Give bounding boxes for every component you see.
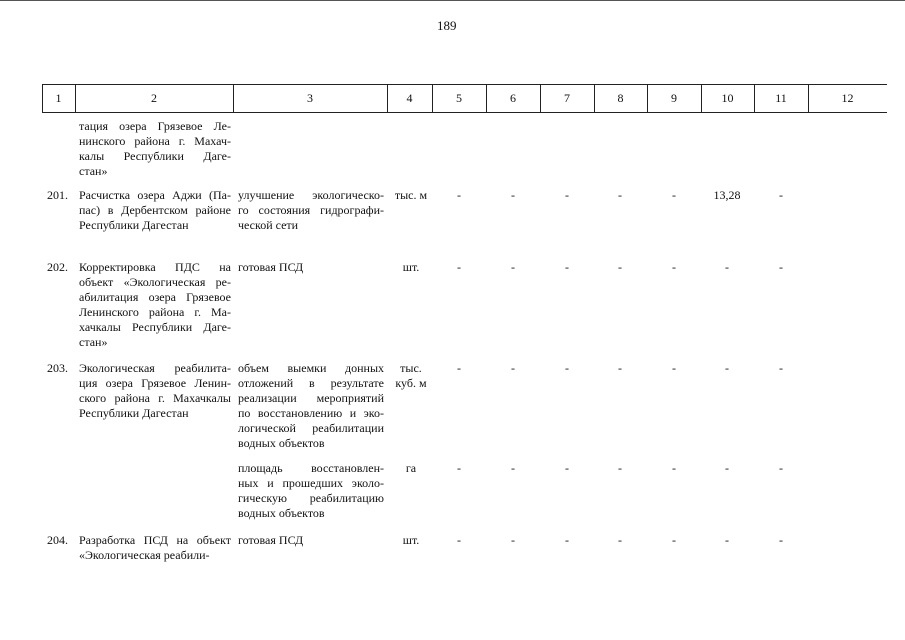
value-cell-col-7: -: [565, 533, 569, 547]
event-name-line: абилитация озера Грязевое: [79, 290, 231, 304]
value-cell-col-8: -: [618, 188, 622, 202]
indicator-text-line: го состояния гидрографи-: [238, 203, 384, 217]
event-name-line: хачкалы Республики Даге-: [79, 320, 231, 334]
page-number: 189: [437, 18, 457, 33]
header-cell-11: 11: [775, 91, 787, 105]
value-cell-col-7: -: [565, 260, 569, 274]
header-cell-12: 12: [841, 91, 854, 105]
value-cell-col-6: -: [511, 260, 515, 274]
row-number: 202.: [47, 260, 68, 274]
value-cell-col-6: -: [511, 533, 515, 547]
event-name-line: Разработка ПСД на объект: [79, 533, 231, 547]
unit-cell: шт.: [402, 260, 420, 274]
event-name-line: тация озера Грязевое Ле-: [79, 119, 231, 133]
event-name-line: Республики Дагестан: [79, 406, 189, 420]
value-cell-col-7: -: [565, 361, 569, 375]
unit-cell: тыс.: [400, 361, 422, 375]
header-cell-1: 1: [55, 91, 62, 105]
event-name-line: Республики Дагестан: [79, 218, 189, 232]
event-name-line: объект «Экологическая ре-: [79, 275, 231, 289]
value-cell-col-9: -: [672, 260, 676, 274]
indicator-text-line: гическую реабилитацию: [238, 491, 384, 505]
value-cell-col-6: -: [511, 361, 515, 375]
header-cell-4: 4: [406, 91, 413, 105]
event-name-line: калы Республики Даге-: [79, 149, 231, 163]
indicator-text-line: по восстановлению и эко-: [238, 406, 384, 420]
value-cell-col-9: -: [672, 361, 676, 375]
value-cell-col-8: -: [618, 461, 622, 475]
value-cell-col-9: -: [672, 188, 676, 202]
value-cell-col-9: -: [672, 533, 676, 547]
value-cell-col-10: -: [725, 361, 729, 375]
header-top-border: [42, 84, 887, 85]
indicator-text-line: водных объектов: [238, 506, 325, 520]
unit-cell: тыс. м: [394, 188, 428, 202]
value-cell-col-5: -: [457, 260, 461, 274]
header-cell-3: 3: [307, 91, 313, 105]
row-number: 203.: [47, 361, 68, 375]
value-cell-col-10: -: [725, 260, 729, 274]
value-cell-col-8: -: [618, 361, 622, 375]
value-cell-col-8: -: [618, 260, 622, 274]
header-cell-6: 6: [510, 91, 516, 105]
value-cell-col-5: -: [457, 533, 461, 547]
header-cell-9: 9: [671, 91, 677, 105]
indicator-text-line: готовая ПСД: [238, 260, 304, 274]
indicator-text-line: отложений в результате: [238, 376, 384, 390]
value-cell-col-8: -: [618, 533, 622, 547]
unit-cell: га: [405, 461, 417, 475]
value-cell-col-7: -: [565, 188, 569, 202]
row-number: 201.: [47, 188, 68, 202]
value-cell-col-11: -: [779, 361, 783, 375]
value-cell-col-11: -: [779, 260, 783, 274]
indicator-text-line: площадь восстановлен-: [238, 461, 384, 475]
value-cell-col-10: -: [725, 461, 729, 475]
event-name-line: стан»: [79, 164, 108, 178]
event-name-line: стан»: [79, 335, 108, 349]
indicator-text-line: готовая ПСД: [238, 533, 304, 547]
event-name-line: «Экологическая реабили-: [79, 548, 210, 562]
value-cell-col-11: -: [779, 188, 783, 202]
event-name-line: ция озера Грязевое Ленин-: [79, 376, 231, 390]
event-name-line: ского района г. Махачкалы: [79, 391, 231, 405]
value-cell-col-7: -: [565, 461, 569, 475]
value-cell-col-9: -: [672, 461, 676, 475]
header-cell-8: 8: [617, 91, 624, 105]
indicator-text-line: водных объектов: [238, 436, 325, 450]
indicator-text-line: улучшение экологическо-: [238, 188, 384, 202]
page-top-edge: [0, 0, 905, 1]
value-cell-col-6: -: [511, 461, 515, 475]
indicator-text-line: объем выемки донных: [238, 361, 384, 375]
event-name-line: Расчистка озера Аджи (Па-: [79, 188, 231, 202]
value-cell-col-5: -: [457, 188, 461, 202]
header-bottom-border: [42, 112, 887, 113]
row-number: 204.: [47, 533, 68, 547]
value-cell-col-10: -: [725, 533, 729, 547]
value-cell-col-10: 13,28: [713, 188, 741, 202]
indicator-text-line: логической реабилитации: [238, 421, 384, 435]
value-cell-col-11: -: [779, 461, 783, 475]
indicator-text-line: ческой сети: [238, 218, 299, 232]
header-cell-10: 10: [721, 91, 734, 105]
indicator-text-line: ных и прошедших эколо-: [238, 476, 384, 490]
header-cell-7: 7: [564, 91, 570, 105]
unit-cell: куб. м: [395, 376, 427, 390]
value-cell-col-5: -: [457, 361, 461, 375]
event-name-line: Корректировка ПДС на: [79, 260, 231, 274]
header-cell-2: 2: [151, 91, 157, 105]
value-cell-col-11: -: [779, 533, 783, 547]
event-name-line: Ленинского района г. Ма-: [79, 305, 231, 319]
event-name-line: пас) в Дербентском районе: [79, 203, 231, 217]
indicator-text-line: реализации мероприятий: [238, 391, 384, 405]
unit-cell: шт.: [402, 533, 420, 547]
value-cell-col-5: -: [457, 461, 461, 475]
event-name-line: нинского района г. Махач-: [79, 134, 231, 148]
header-cell-5: 5: [456, 91, 462, 105]
value-cell-col-6: -: [511, 188, 515, 202]
event-name-line: Экологическая реабилита-: [79, 361, 231, 375]
